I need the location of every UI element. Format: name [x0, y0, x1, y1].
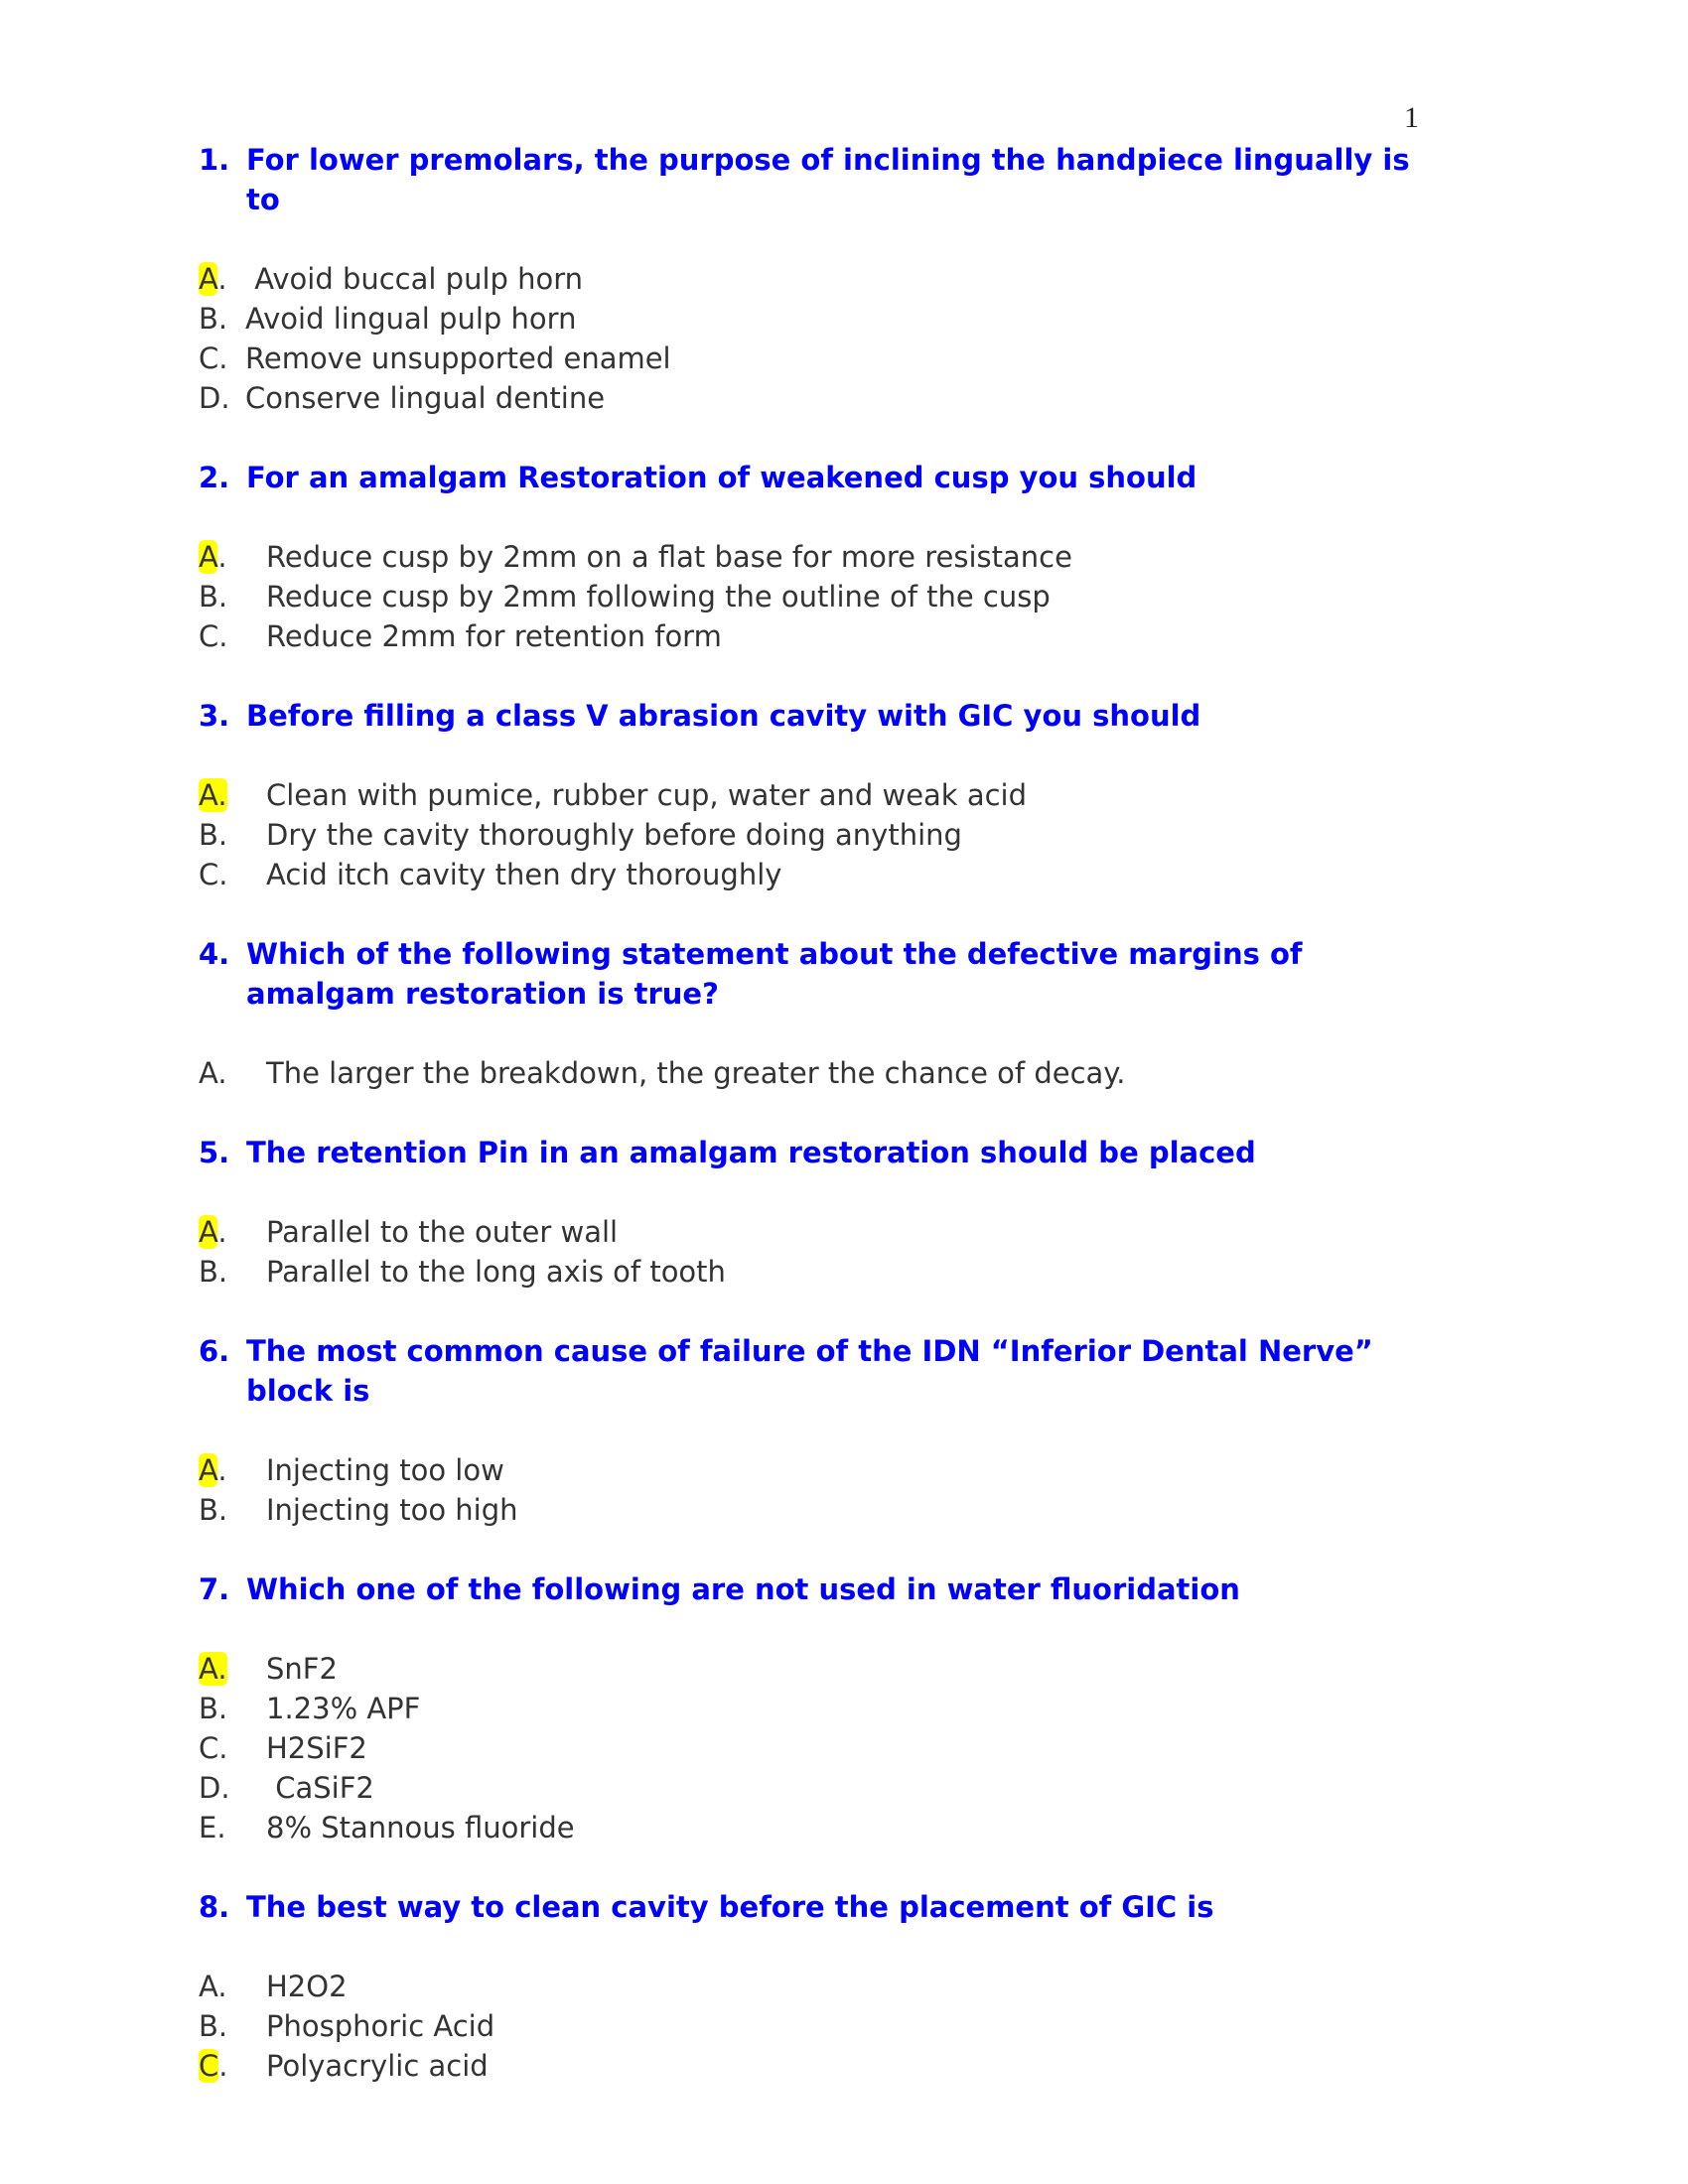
option-letter: [199, 775, 266, 815]
answer-option: [199, 1808, 1450, 1847]
option-letter: D.: [199, 1771, 230, 1805]
option-text: Parallel to the long axis of tooth: [266, 1255, 726, 1289]
answer-options: [199, 1450, 1450, 1530]
option-letter: C.: [199, 1731, 228, 1765]
answer-option: [199, 339, 1450, 378]
answer-options: [199, 1212, 1450, 1292]
option-text: H2O2: [266, 1970, 348, 2003]
answer-option: [199, 616, 1450, 656]
answer-option: [199, 855, 1450, 894]
question-number: 6.: [199, 1334, 230, 1368]
answer-options: [199, 1053, 1450, 1093]
answer-options: [199, 1649, 1450, 1847]
answer-option: [199, 775, 1450, 815]
option-text: Avoid lingual pulp horn: [245, 302, 577, 336]
option-letter: E.: [199, 1811, 226, 1844]
option-text: Polyacrylic acid: [266, 2049, 489, 2083]
option-text: The larger the breakdown, the greater the chance of decay.: [266, 1056, 1126, 1090]
option-text: Injecting too low: [266, 1453, 504, 1487]
option-text: Remove unsupported enamel: [245, 341, 671, 375]
answer-option: [199, 378, 1450, 418]
answer-option: [199, 1212, 1450, 1252]
correct-answer-highlight: A: [199, 1215, 218, 1249]
question-list: [199, 140, 1450, 2125]
question-3: [199, 696, 1450, 736]
question-number: 7.: [199, 1572, 230, 1606]
correct-answer-highlight: A.: [199, 778, 227, 812]
option-letter: C.: [199, 2049, 228, 2083]
option-letter: B.: [199, 2009, 228, 2043]
answer-option: [199, 815, 1450, 855]
question-text: For lower premolars, the purpose of inclining the handpiece lingually is to: [246, 143, 1410, 216]
question-number: 8.: [199, 1890, 230, 1924]
option-text: H2SiF2: [266, 1731, 367, 1765]
question-text: The best way to clean cavity before the placement of GIC is: [246, 1890, 1214, 1924]
question-1: [199, 140, 1450, 219]
answer-options: [199, 775, 1450, 894]
option-text: Phosphoric Acid: [266, 2009, 495, 2043]
option-letter: A.: [199, 262, 227, 296]
question-number: 5.: [199, 1136, 230, 1169]
answer-option: [199, 1490, 1450, 1530]
option-text: Clean with pumice, rubber cup, water and weak acid: [266, 778, 1027, 812]
option-letter: A.: [199, 1056, 227, 1090]
question-text: Before filling a class V abrasion cavity with GIC you should: [246, 699, 1201, 733]
answer-option: [199, 537, 1450, 577]
option-letter: C.: [199, 858, 228, 891]
correct-answer-highlight: A: [199, 1453, 218, 1487]
answer-option: [199, 1252, 1450, 1292]
option-letter: A.: [199, 1453, 227, 1487]
question-6: [199, 1331, 1450, 1411]
option-letter: B.: [199, 818, 228, 852]
option-text: SnF2: [266, 1652, 338, 1686]
option-letter: A.: [199, 1215, 227, 1249]
option-text: 8% Stannous fluoride: [266, 1811, 575, 1844]
option-text: Conserve lingual dentine: [245, 381, 606, 415]
option-letter: B.: [199, 1692, 228, 1725]
correct-answer-highlight: A: [199, 540, 218, 574]
answer-option: [199, 1728, 1450, 1768]
question-8: [199, 1887, 1450, 1927]
answer-options: [199, 537, 1450, 656]
option-text: Acid itch cavity then dry thoroughly: [266, 858, 782, 891]
answer-option: [199, 259, 1450, 299]
option-text: Reduce cusp by 2mm following the outline of the cusp: [266, 580, 1051, 614]
option-letter: D.: [199, 381, 230, 415]
option-text: Injecting too high: [266, 1493, 518, 1527]
question-text: The most common cause of failure of the IDN “Inferior Dental Nerve” block is: [246, 1334, 1373, 1408]
question-number: 3.: [199, 699, 230, 733]
answer-option: [199, 2006, 1450, 2046]
option-letter: A.: [199, 1970, 227, 2003]
question-text: Which of the following statement about the defective margins of amalgam restoration is true?: [246, 937, 1303, 1011]
option-text: Dry the cavity thoroughly before doing anything: [266, 818, 962, 852]
correct-answer-highlight: A.: [199, 1652, 227, 1686]
option-letter: B.: [199, 1255, 228, 1289]
answer-option: [199, 299, 1450, 339]
option-text: CaSiF2: [266, 1771, 374, 1805]
question-number: 2.: [199, 461, 230, 494]
answer-option: [199, 1768, 1450, 1808]
answer-options: [199, 1967, 1450, 2086]
answer-option: [199, 1649, 1450, 1689]
correct-answer-highlight: A: [199, 262, 218, 296]
question-4: [199, 934, 1450, 1014]
answer-option: [199, 1689, 1450, 1728]
answer-options: [199, 259, 1450, 418]
option-text: 1.23% APF: [266, 1692, 421, 1725]
answer-option: [199, 577, 1450, 616]
option-letter: B.: [199, 580, 228, 614]
answer-option: [199, 1450, 1450, 1490]
question-2: [199, 458, 1450, 497]
option-text: Avoid buccal pulp horn: [245, 262, 584, 296]
option-letter: B.: [199, 1493, 228, 1527]
question-number: 4.: [199, 937, 230, 971]
page-number: 1: [1404, 101, 1419, 134]
option-letter: C.: [199, 341, 228, 375]
question-text: The retention Pin in an amalgam restoration should be placed: [246, 1136, 1256, 1169]
question-7: [199, 1570, 1450, 1609]
question-5: [199, 1133, 1450, 1172]
option-letter: B.: [199, 302, 228, 336]
question-number: 1.: [199, 143, 230, 177]
option-text: Parallel to the outer wall: [266, 1215, 619, 1249]
answer-option: [199, 2046, 1450, 2086]
option-text: Reduce 2mm for retention form: [266, 619, 722, 653]
option-letter: [199, 1649, 266, 1689]
answer-option: [199, 1967, 1450, 2006]
question-text: Which one of the following are not used in water fluoridation: [246, 1572, 1240, 1606]
correct-answer-highlight: C: [199, 2049, 219, 2083]
question-text: For an amalgam Restoration of weakened cusp you should: [246, 461, 1197, 494]
answer-option: [199, 1053, 1450, 1093]
option-letter: A.: [199, 540, 227, 574]
option-letter: C.: [199, 619, 228, 653]
option-text: Reduce cusp by 2mm on a flat base for more resistance: [266, 540, 1072, 574]
